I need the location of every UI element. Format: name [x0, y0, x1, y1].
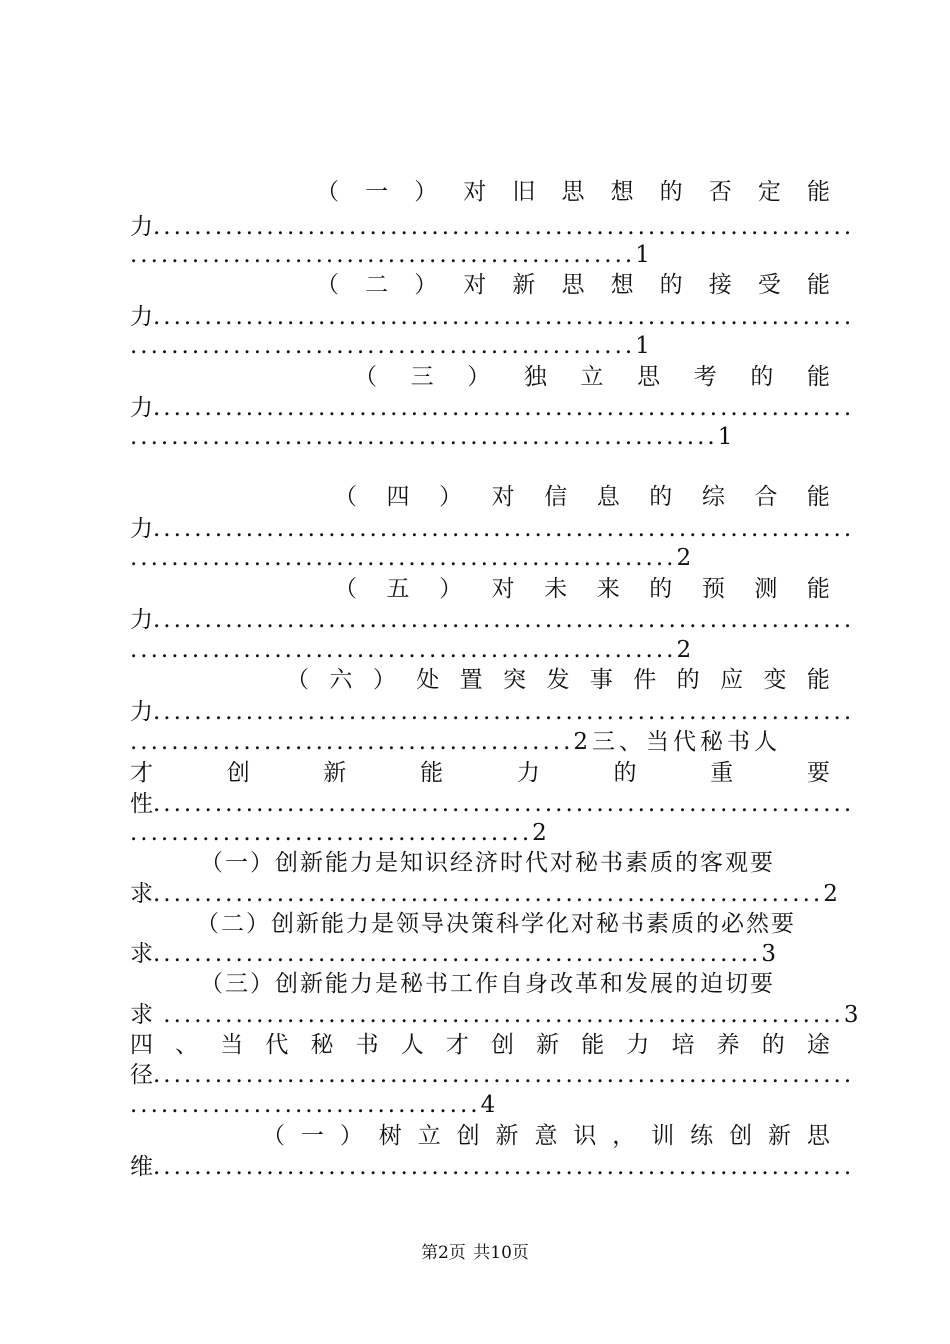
toc-page-number: 4 [480, 1092, 496, 1118]
toc-leader-line: 力.................................................................... [130, 699, 855, 725]
toc-heading: 四 、 当 代 秘 书 人 才 创 新 能 力 培 养 的 途 [130, 1032, 830, 1058]
toc-leader-line: .................................................1 [130, 242, 650, 268]
toc-leader-line: .................................................1 [130, 333, 650, 359]
toc-leader-line: ..................................4 [130, 1092, 496, 1118]
toc-heading: 三、当代秘书人 [592, 729, 782, 755]
toc-leader-line: 求...........................................................3 [130, 941, 776, 967]
toc-heading: （ 四 ） 对 信 息 的 综 合 能 [334, 484, 830, 510]
toc-heading: （ 二 ） 对 新 思 想 的 接 受 能 [316, 272, 830, 298]
toc-leader-line: 力.................................................................... [130, 607, 855, 633]
toc-leader-line: .........................................................1 [130, 424, 733, 450]
page-footer [0, 1241, 950, 1265]
toc-leader-line: .....................................................2 [130, 545, 692, 571]
toc-leader-line: 求.................................................................2 [130, 881, 838, 907]
toc-page-number: 2 [823, 881, 838, 907]
toc-page-number: 2 [676, 637, 692, 663]
toc-heading: （一）创新能力是知识经济时代对秘书素质的客观要 [200, 850, 775, 876]
toc-leader-line: 求 ..................................................................3 [130, 1002, 859, 1028]
toc-leader-line: 力.................................................................... [130, 304, 855, 330]
toc-leader-line: 力.................................................................... [130, 395, 855, 421]
page-number-label: 第2页 [421, 1243, 466, 1263]
toc-heading: （二）创新能力是领导决策科学化对秘书素质的必然要 [196, 911, 796, 937]
toc-heading: （ 六 ） 处 置 突 发 事 件 的 应 变 能 [286, 667, 830, 693]
toc-page-number: 2 [676, 545, 692, 571]
toc-page-number: 3 [843, 1002, 859, 1028]
toc-leader-line: .......................................2 [130, 820, 547, 846]
toc-heading: （ 三 ） 独 立 思 考 的 能 [354, 364, 830, 390]
toc-page-number: 1 [717, 424, 733, 450]
toc-heading: 才 创 新 能 力 的 重 要 [130, 760, 830, 786]
toc-page-number: 1 [635, 333, 650, 359]
toc-heading: （ 五 ） 对 未 来 的 预 测 能 [334, 576, 830, 602]
toc-heading: （三）创新能力是秘书工作自身改革和发展的迫切要 [200, 971, 775, 997]
toc-leader-line: 性.................................................................... [130, 791, 855, 817]
toc-leader-line: .....................................................2 [130, 637, 692, 663]
toc-leader-line: 力.................................................................... [130, 214, 855, 240]
toc-page-number: 3 [761, 941, 776, 967]
toc-heading: （ 一 ） 树 立 创 新 意 识 ， 训 练 创 新 思 [262, 1123, 830, 1149]
toc-heading: （ 一 ） 对 旧 思 想 的 否 定 能 [316, 179, 830, 205]
toc-page-number: 2 [573, 729, 589, 755]
toc-page-number: 1 [635, 242, 650, 268]
page-total-label: 共10页 [473, 1243, 529, 1263]
toc-leader-line: 力.................................................................... [130, 516, 855, 542]
toc-page-number: 2 [532, 820, 547, 846]
toc-leader-line: 径.................................................................... [130, 1062, 855, 1088]
toc-leader-line: ...........................................2 三、当代秘书人 [130, 729, 782, 755]
toc-leader-line: 维.................................................................... [130, 1154, 855, 1180]
